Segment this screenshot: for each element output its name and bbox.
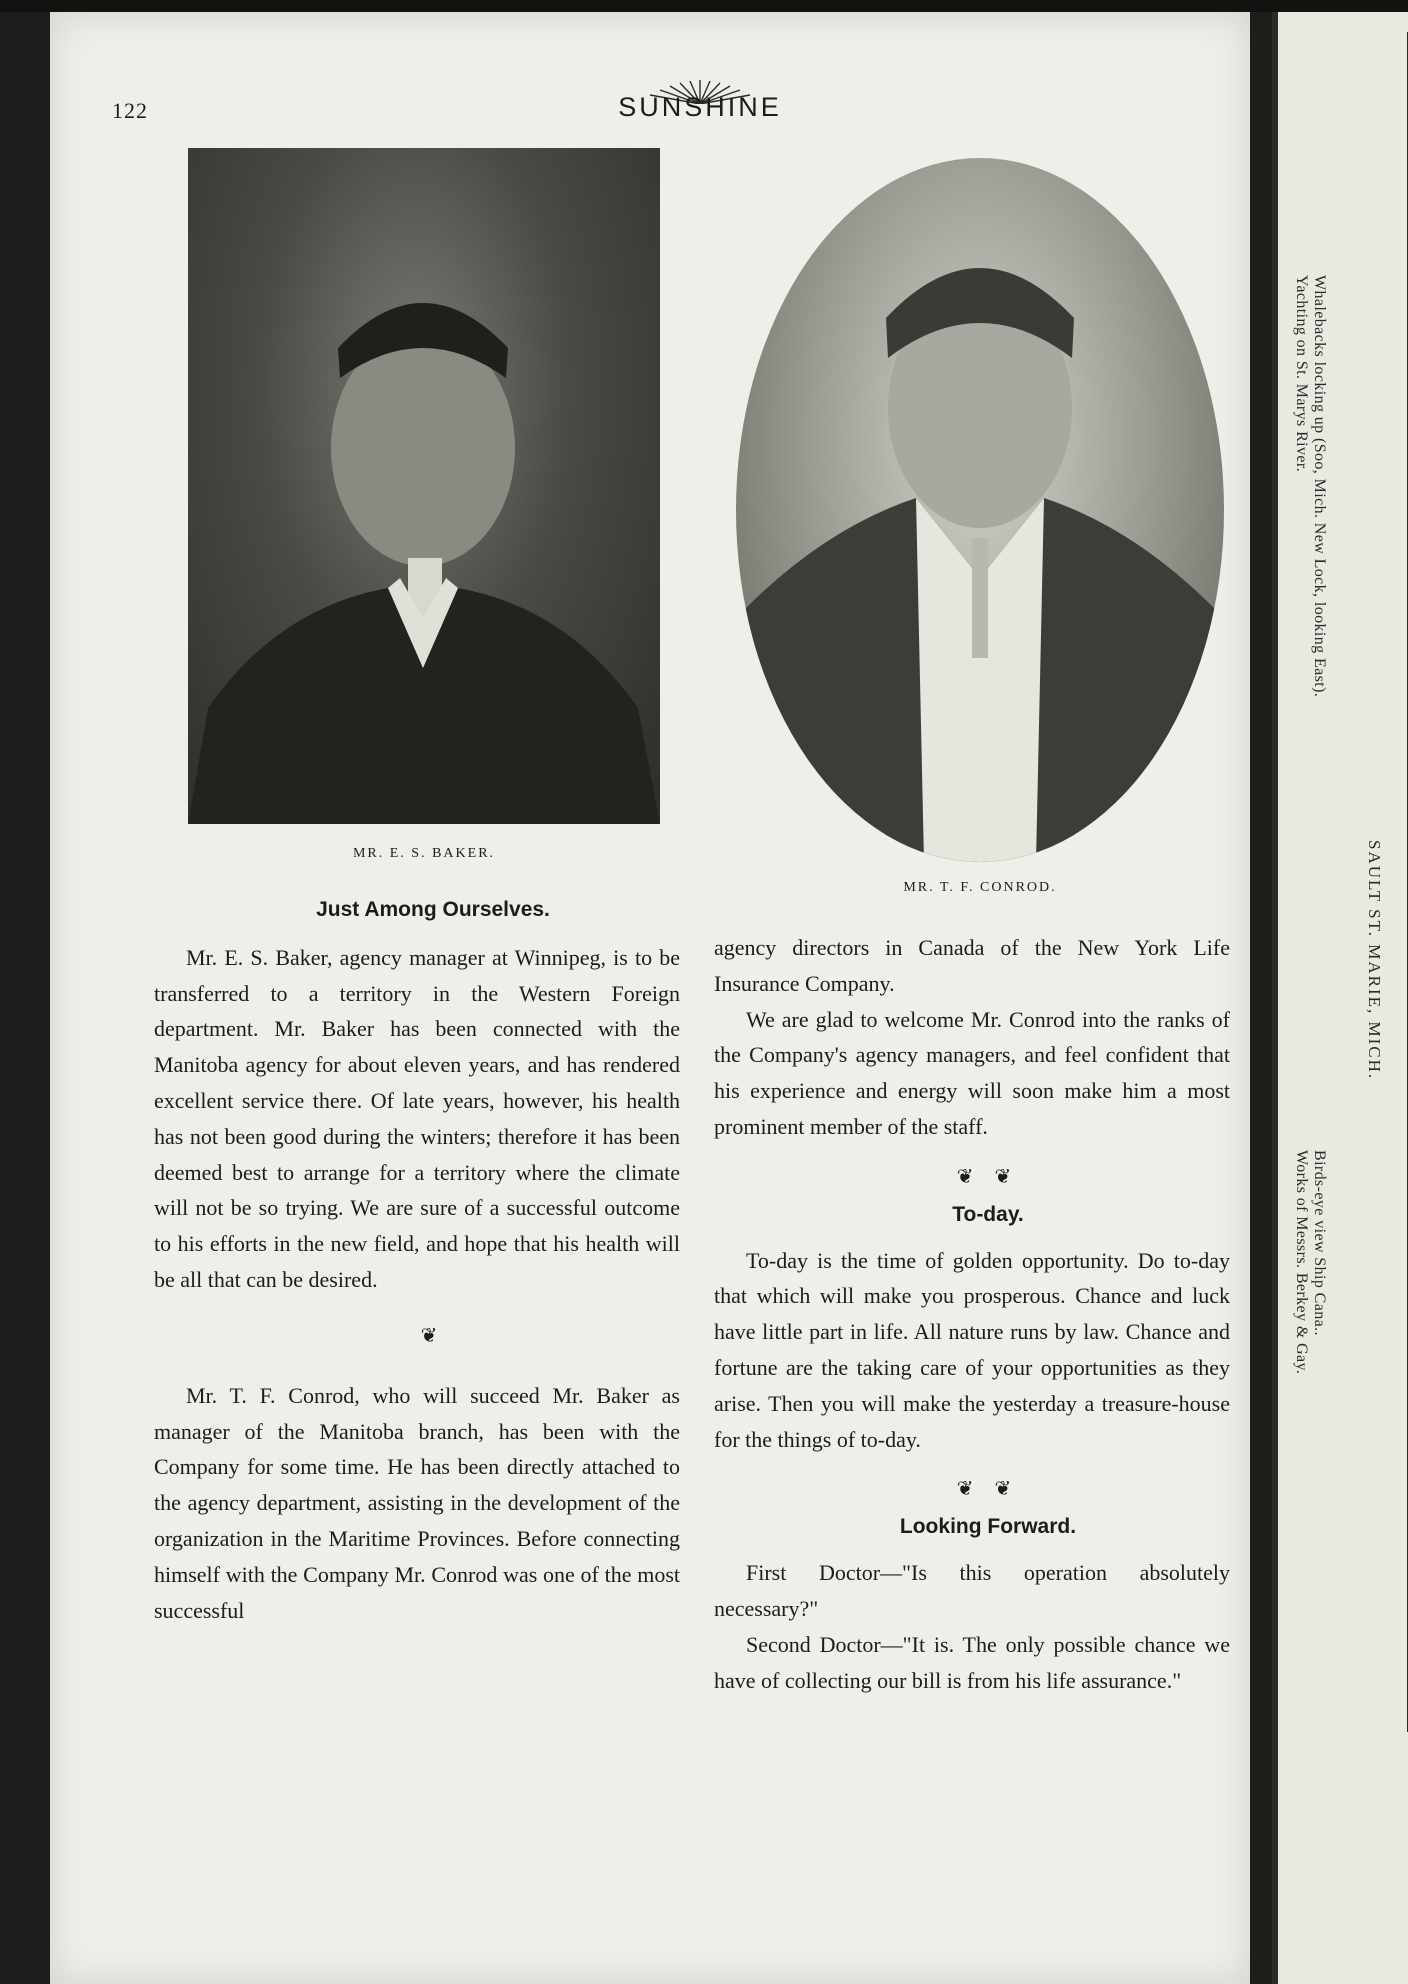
adjacent-caption-birdseye: Birds-eye view Ship Cana..	[1311, 1150, 1328, 1336]
conrod-succession-paragraph: Mr. T. F. Conrod, who will succeed Mr. Baker as manager of the Manitoba branch, has been with the Company for some time. He has been directly attached to the agency department, assisting in the development of the organization in the Maritime Provinces. Before connecting himself with the Company Mr. Conrod was one of the most successful	[154, 1382, 680, 1623]
scan-border	[0, 0, 1408, 12]
first-doctor-paragraph: First Doctor—"Is this operation absolutely necessary?"	[714, 1560, 1230, 1621]
left-photo-caption: MR. E. S. BAKER.	[352, 846, 496, 861]
leaf-ornament: ❦ ❦	[956, 1165, 1020, 1188]
adjacent-page-heading: SAULT ST. MARIE, MICH.	[1365, 840, 1384, 1081]
magazine-title: SUNSHINE	[618, 92, 782, 122]
leaf-ornament: ❦	[420, 1324, 446, 1347]
heading-just-among-ourselves: Just Among Ourselves.	[316, 898, 550, 921]
conrod-continuation-paragraph: agency directors in Canada of the New York Life Insurance Company.	[714, 935, 1230, 996]
baker-transfer-paragraph: Mr. E. S. Baker, agency manager at Winnipeg, is to be transferred to a territory in the Western Foreign department. Mr. Baker has been connected with the Manitoba agency for about eleven years, and has rendered excellent service there. Of late years, however, his health has not been good during the winters; therefore it has been deemed best to arrange for a territory where the climate will not be so trying. We are sure of a successful outcome to his efforts in the new field, and hope that his health will be all that can be desired.	[154, 944, 680, 1292]
right-column	[714, 930, 1230, 1698]
adjacent-caption-yachting: Yachting on St. Marys River.	[1293, 275, 1310, 473]
second-doctor-paragraph: Second Doctor—"It is. The only possible chance we have of collecting our bill is from his life assurance."	[714, 1631, 1230, 1693]
welcome-paragraph: We are glad to welcome Mr. Conrod into the ranks of the Company's agency managers, and feel confident that his experience and energy will soon make him a most prominent member of the staff.	[714, 1006, 1230, 1139]
baker-portrait-photo	[188, 148, 660, 824]
page-number: 122	[112, 98, 148, 123]
right-photo-caption: MR. T. F. CONROD.	[903, 880, 1057, 895]
left-column	[154, 892, 680, 1628]
heading-to-day: To-day.	[952, 1202, 1024, 1226]
conrod-portrait-photo	[736, 158, 1224, 862]
leaf-ornament: ❦ ❦	[956, 1478, 1020, 1501]
adjacent-caption-works: Works of Messrs. Berkey & Gay.	[1293, 1150, 1310, 1375]
adjacent-caption-whalebacks: Whalebacks locking up (Soo, Mich. New Lock, looking East).	[1311, 275, 1328, 698]
heading-looking-forward: Looking Forward.	[899, 1515, 1077, 1539]
to-day-paragraph: To-day is the time of golden opportunity. Do to-day that which will make you prosperous. Chance and luck have little part in life. All nature runs by law. Chance and fortune are the taking care of your opportunities as they arise. Then you will make the yesterday a treasure-house for the things of to-day.	[714, 1247, 1230, 1452]
